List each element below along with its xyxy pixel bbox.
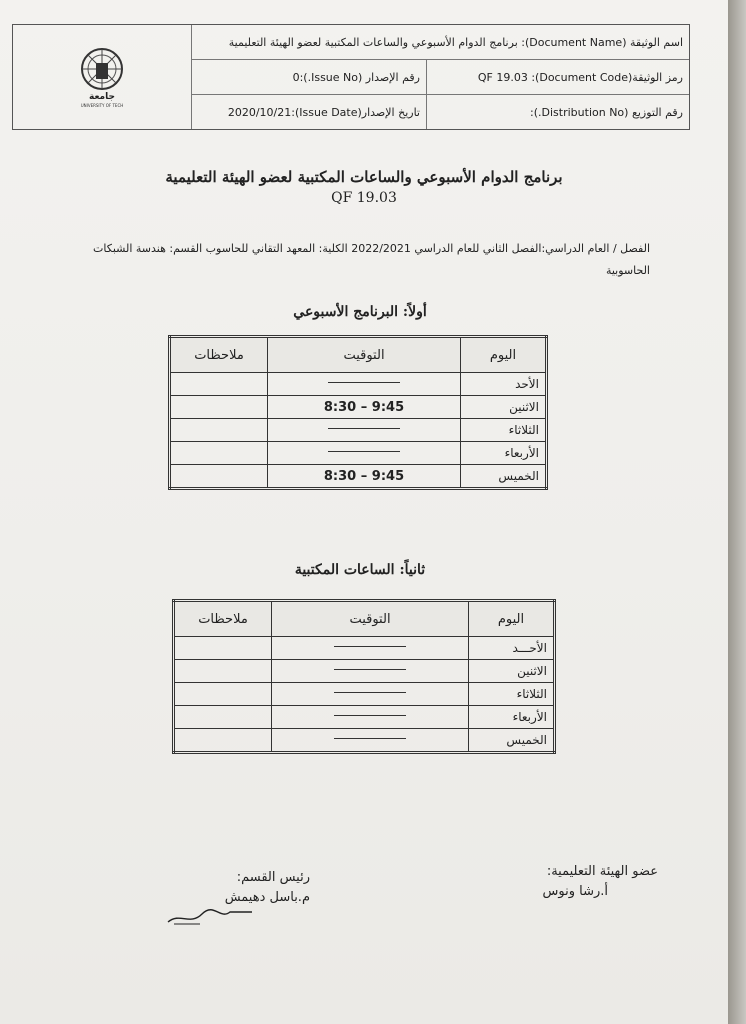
notes-cell (174, 706, 272, 729)
signature-scribble-icon (160, 900, 260, 930)
notes-cell (174, 660, 272, 683)
member-signature-block (438, 862, 658, 902)
day-cell: الخميس (469, 729, 555, 753)
day-cell: الأحد (461, 373, 547, 396)
table-row (174, 683, 555, 706)
logo-cell (13, 25, 192, 129)
time-cell (272, 660, 469, 683)
time-cell: 9:45 – 8:30 (268, 396, 461, 419)
time-cell: 9:45 – 8:30 (268, 465, 461, 489)
time-cell (268, 373, 461, 396)
office-header-notes: ملاحظات (174, 601, 272, 637)
time-cell (268, 442, 461, 465)
table-row (174, 729, 555, 753)
document-header (12, 24, 690, 130)
university-logo-icon (74, 45, 130, 109)
day-cell: الأحـــد (469, 637, 555, 660)
time-cell (272, 637, 469, 660)
distribution-no: رقم التوزيع (Distribution No.): (426, 95, 689, 129)
doc-code: رمز الوثيقة(Document Code): QF 19.03 (426, 60, 689, 94)
notes-cell (170, 373, 268, 396)
head-label: رئيس القسم: (236, 870, 310, 885)
head-name: م.باسل دهيمش (224, 890, 310, 905)
member-name: أ.رشا ونوس (542, 884, 608, 899)
header-fields (192, 25, 689, 129)
issue-date: تاريخ الإصدار(Issue Date):2020/10/21 (227, 105, 420, 119)
day-cell: الاثنين (469, 660, 555, 683)
day-cell: الأربعاء (461, 442, 547, 465)
page-edge-shadow (728, 0, 746, 1024)
notes-cell (174, 683, 272, 706)
table-row (170, 419, 547, 442)
document-code-title: QF 19.03 (331, 190, 397, 206)
weekly-header-day: اليوم (461, 337, 547, 373)
weekly-header-notes: ملاحظات (170, 337, 268, 373)
table-row (170, 373, 547, 396)
table-row (170, 442, 547, 465)
weekly-header-time: التوقيت (268, 337, 461, 373)
table-row (170, 396, 547, 419)
doc-name: اسم الوثيقة (Document Name): برنامج الدوام الأسبوعي والساعات المكتبية لعضو الهيئة التعليمية (228, 35, 683, 49)
day-cell: الأربعاء (469, 706, 555, 729)
office-hours-table (172, 599, 556, 754)
office-header-time: التوقيت (272, 601, 469, 637)
notes-cell (174, 637, 272, 660)
day-cell: الخميس (461, 465, 547, 489)
svg-text:جامعة: جامعة (89, 92, 115, 102)
time-cell (272, 683, 469, 706)
document-title: برنامج الدوام الأسبوعي والساعات المكتبية لعضو الهيئة التعليمية (165, 168, 563, 186)
issue-no: رقم الإصدار (Issue No.):0 (292, 70, 420, 84)
day-cell: الاثنين (461, 396, 547, 419)
office-section-title: ثانياً: الساعات المكتبية (294, 562, 426, 578)
time-cell (272, 729, 469, 753)
time-cell (272, 706, 469, 729)
table-row (170, 465, 547, 489)
table-row (174, 706, 555, 729)
notes-cell (170, 419, 268, 442)
notes-cell (170, 442, 268, 465)
table-row (174, 637, 555, 660)
time-cell (268, 419, 461, 442)
member-label: عضو الهيئة التعليمية: (546, 864, 658, 879)
day-cell: الثلاثاء (461, 419, 547, 442)
svg-text:UNIVERSITY OF TECH: UNIVERSITY OF TECH (80, 103, 124, 108)
notes-cell (170, 396, 268, 419)
weekly-schedule-table (168, 335, 548, 490)
notes-cell (174, 729, 272, 753)
table-row (174, 660, 555, 683)
day-cell: الثلاثاء (469, 683, 555, 706)
semester-info: الفصل / العام الدراسي:الفصل الثاني للعام الدراسي 2022/2021 الكلية: المعهد التقاني للحاسوب القسم: هندسة الشبكات الحاسوبية (93, 242, 650, 277)
notes-cell (170, 465, 268, 489)
weekly-section-title: أولاً: البرنامج الأسبوعي (293, 304, 427, 320)
office-header-day: اليوم (469, 601, 555, 637)
